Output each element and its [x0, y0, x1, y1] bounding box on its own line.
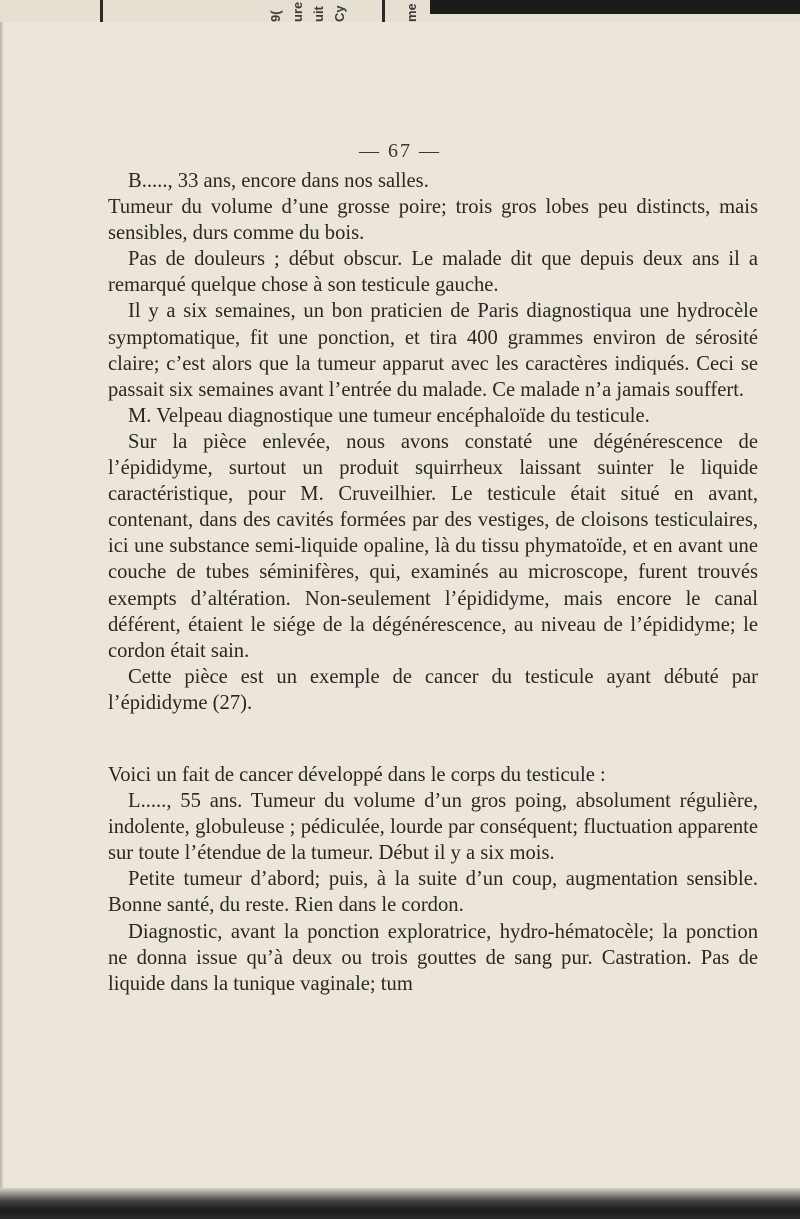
paragraph: Sur la pièce enlevée, nous avons constaté une dégénérescence de l’épididyme, surtout un produit squirrheux laissant suinter le liquide caractéristique, pour M. Cruveilhier. Le testicule était situé en avant, contenant, dans des cavités formées par des vestiges, de cloisons testiculaires, ici une substance semi-liquide opaline, là du tissu phymatoïde, et en avant une couche de tubes séminifères, qui, examinés au microscope, furent trouvés exempts d’altération. Non-seulement l’épididyme, mais encore le canal déférent, étaient le siége de la dégénérescence, au niveau de l’épididyme; le cordon était sain.	[108, 430, 758, 662]
paragraph: Diagnostic, avant la ponction exploratrice, hydro-hématocèle; la ponction ne donna issue qu’à deux ou trois gouttes de sang pur. Castration. Pas de liquide dans la tunique vaginale; tum	[108, 920, 758, 995]
text-block-case-l	[108, 762, 758, 997]
paragraph: Pas de douleurs ; début obscur. Le malade dit que depuis deux ans il a remarqué quelque chose à son testicule gauche.	[108, 248, 758, 297]
top-fragment-text: uit	[311, 6, 326, 22]
top-dark-strip	[430, 0, 800, 14]
paragraph: Voici un fait de cancer développé dans le corps du testicule :	[108, 764, 606, 786]
top-fragment-text: Cy	[332, 5, 347, 22]
paragraph: L....., 55 ans. Tumeur du volume d’un gros poing, absolument régulière, indolente, globuleuse ; pédiculée, lourde par conséquent; fluctuation apparente sur toute l’étendue de la tumeur. Début il y a six mois.	[108, 790, 758, 865]
top-page-edge	[0, 0, 800, 22]
paragraph: B....., 33 ans, encore dans nos salles.	[128, 170, 429, 192]
text-block-case-b	[108, 168, 758, 716]
top-edge-rule	[100, 0, 103, 22]
paragraph: Cette pièce est un exemple de cancer du testicule ayant débuté par l’épididyme (27).	[108, 665, 758, 714]
top-fragment-text: ure	[290, 1, 305, 22]
top-fragment-text: me	[404, 3, 419, 22]
paragraph: Petite tumeur d’abord; puis, à la suite d’un coup, augmentation sensible. Bonne santé, du reste. Rien dans le cordon.	[108, 868, 758, 917]
paragraph: Tumeur du volume d’une grosse poire; trois gros lobes peu distincts, mais sensibles, durs comme du bois.	[108, 196, 758, 245]
page-number: — 67 —	[359, 140, 441, 162]
paragraph: M. Velpeau diagnostique une tumeur encéphaloïde du testicule.	[128, 404, 650, 427]
top-edge-rule	[382, 0, 385, 22]
top-fragment-text: 9(	[268, 10, 283, 22]
paragraph: Il y a six semaines, un bon praticien de Paris diagnostiqua une hydrocèle symptomatique, fit une ponction, et tira 400 grammes environ de sérosité claire; c’est alors que la tumeur apparut avec les caractères indiqués. Ceci se passait six semaines avant l’entrée du malade. Ce malade n’a jamais souffert.	[108, 300, 758, 401]
page-gutter-shadow	[0, 22, 4, 1188]
bottom-page-edge	[0, 1188, 800, 1219]
